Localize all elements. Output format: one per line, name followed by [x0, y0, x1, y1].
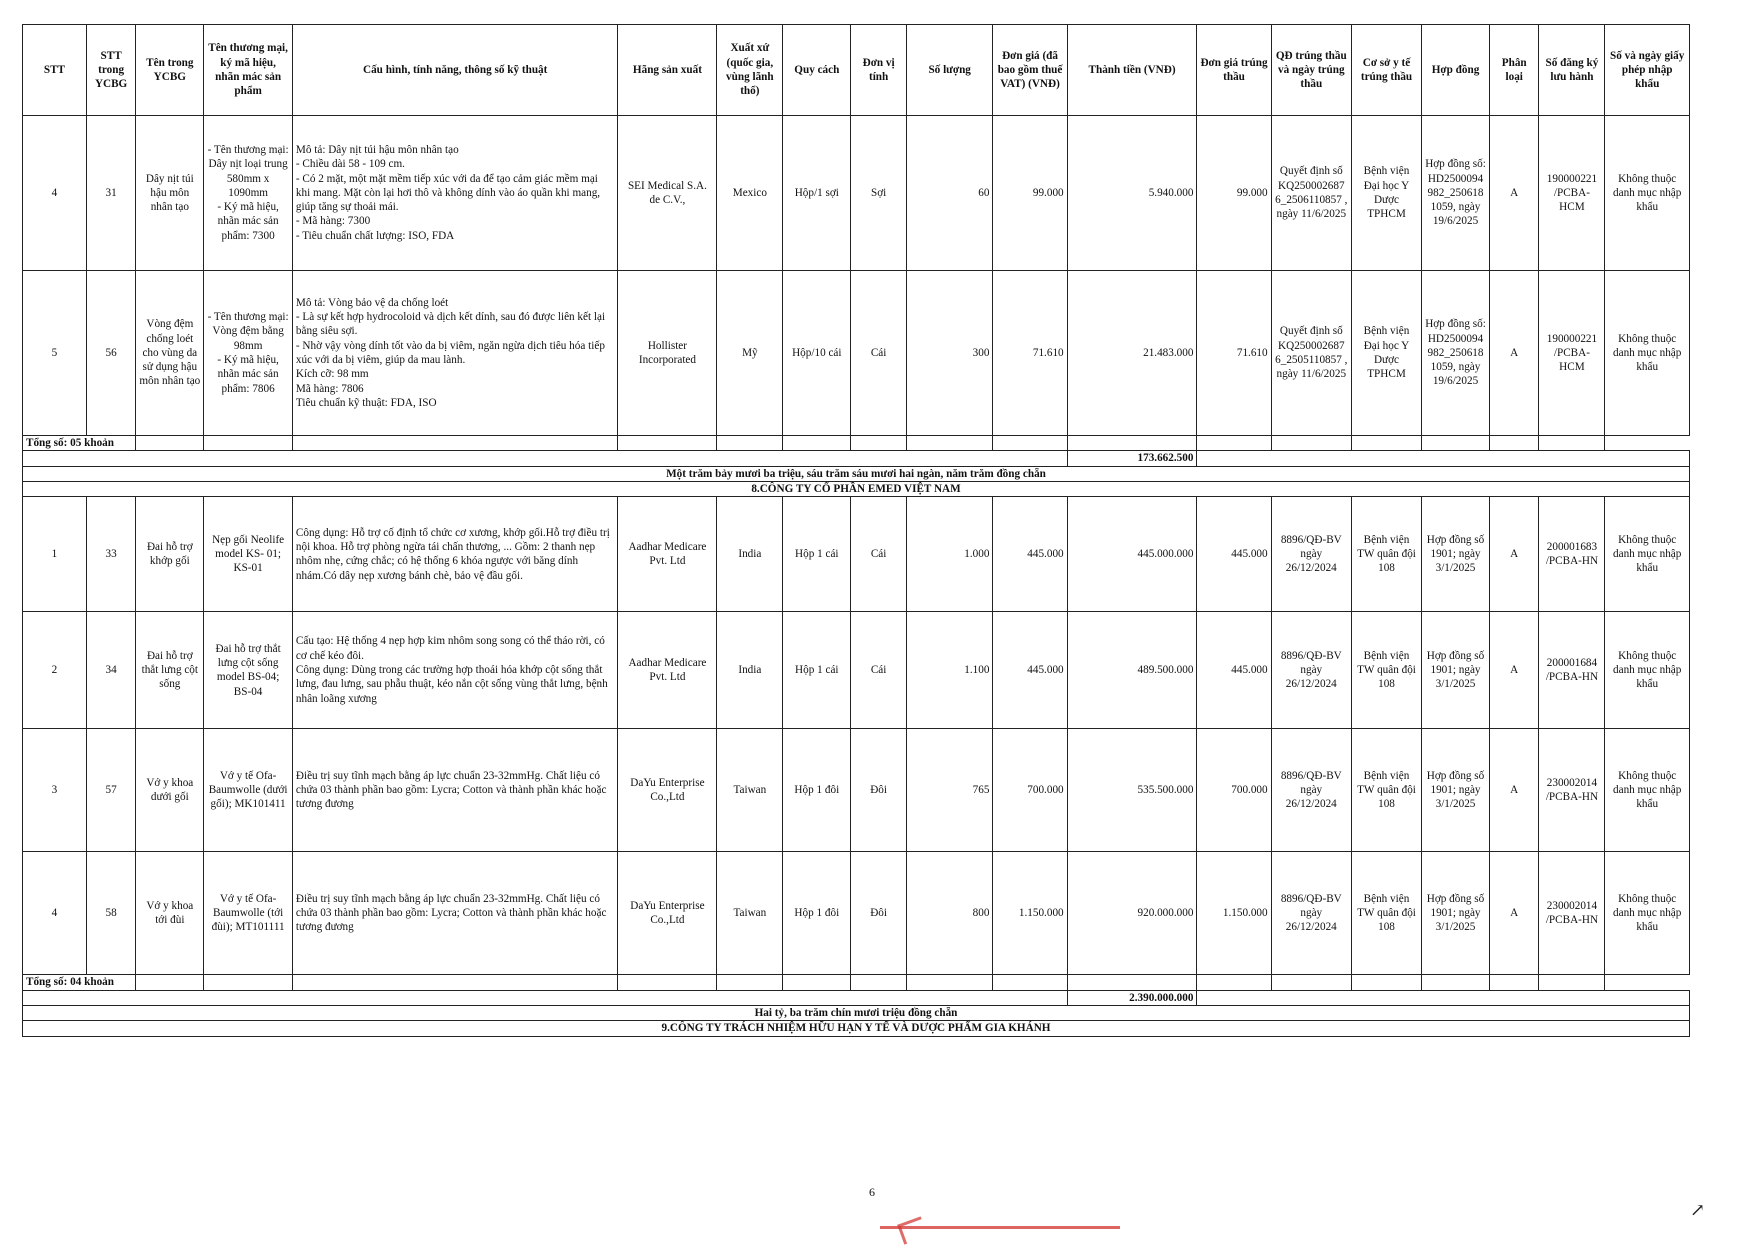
cell-cau-hinh: Điều trị suy tĩnh mạch bằng áp lực chuẩn 23-32mmHg. Chất liệu có chứa 03 thành phần bao gồm: Lycra; Cotton và thành phần khác hoặc tương đương — [292, 729, 618, 852]
empty-cell — [1351, 436, 1421, 451]
cell-co-so: Bệnh viện Đại học Y Dược TPHCM — [1351, 116, 1421, 271]
cell-cau-hinh: Điều trị suy tĩnh mạch bằng áp lực chuẩn 23-32mmHg. Chất liệu có chứa 03 thành phần bao gồm: Lycra; Cotton và thành phần khác hoặc tương đương — [292, 852, 618, 975]
cell-co-so: Bệnh viện TW quân đội 108 — [1351, 729, 1421, 852]
header-ten-ycbg: Tên trong YCBG — [136, 25, 204, 116]
cell-hop-dong: Hợp đồng số: HD2500094 982_250618 1059, ngày 19/6/2025 — [1422, 271, 1490, 436]
cell-thanh-tien: 445.000.000 — [1067, 497, 1197, 612]
header-xuat-xu: Xuất xứ (quốc gia, vùng lãnh thổ) — [717, 25, 783, 116]
cell-so-luong: 800 — [906, 852, 993, 975]
empty-cell — [204, 436, 293, 451]
cell-quy-cach: Hộp 1 cái — [783, 612, 851, 729]
cell-qd: 8896/QĐ-BV ngày 26/12/2024 — [1271, 497, 1351, 612]
cell-ten-ycbg: Đai hỗ trợ khớp gối — [136, 497, 204, 612]
empty-cell — [1197, 436, 1271, 451]
empty-cell — [783, 436, 851, 451]
cell-ten-thuong-mai: Nẹp gối Neolife model KS- 01; KS-01 — [204, 497, 293, 612]
cell-stt: 3 — [23, 729, 87, 852]
header-don-vi: Đơn vị tính — [851, 25, 907, 116]
cell-don-vi: Đôi — [851, 852, 907, 975]
empty-cell — [1197, 451, 1690, 466]
cell-phan-loai: A — [1490, 729, 1539, 852]
empty-cell — [851, 975, 907, 990]
empty-cell — [993, 436, 1067, 451]
cell-ten-ycbg: Dây nịt túi hậu môn nhân tạo — [136, 116, 204, 271]
empty-cell — [851, 436, 907, 451]
section-total: 173.662.500 — [1067, 451, 1197, 466]
corner-mark-icon: ↗ — [1690, 1200, 1706, 1220]
empty-cell — [1067, 436, 1197, 451]
cell-qd: 8896/QĐ-BV ngày 26/12/2024 — [1271, 612, 1351, 729]
empty-cell — [23, 990, 1068, 1005]
cell-ten-thuong-mai: Vớ y tế Ofa-Baumwolle (tới đùi); MT101111 — [204, 852, 293, 975]
section-total-text: Một trăm bảy mươi ba triệu, sáu trăm sáu mươi hai ngàn, năm trăm đồng chẵn — [23, 466, 1690, 481]
cell-giay-phep: Không thuộc danh mục nhập khẩu — [1605, 729, 1690, 852]
cell-hang-sx: Aadhar Medicare Pvt. Ltd — [618, 612, 717, 729]
cell-co-so: Bệnh viện TW quân đội 108 — [1351, 497, 1421, 612]
empty-cell — [906, 975, 993, 990]
cell-don-vi: Cái — [851, 271, 907, 436]
cell-ten-ycbg: Vớ y khoa tới đùi — [136, 852, 204, 975]
empty-cell — [1422, 975, 1490, 990]
cell-stt: 1 — [23, 497, 87, 612]
section-total-text-row — [23, 1005, 1690, 1020]
cell-quy-cach: Hộp 1 đôi — [783, 729, 851, 852]
empty-cell — [618, 436, 717, 451]
section-title: 9.CÔNG TY TRÁCH NHIỆM HỮU HẠN Y TẾ VÀ DƯỢC PHẨM GIA KHÁNH — [23, 1021, 1690, 1036]
table-row — [23, 612, 1690, 729]
cell-so-dang-ky: 190000221 /PCBA-HCM — [1539, 116, 1605, 271]
cell-stt: 2 — [23, 612, 87, 729]
cell-ten-thuong-mai: Đai hỗ trợ thắt lưng cột sống model BS-04; BS-04 — [204, 612, 293, 729]
cell-hang-sx: SEI Medical S.A. de C.V., — [618, 116, 717, 271]
page-number: 6 — [869, 1185, 875, 1199]
section-total-row — [23, 451, 1690, 466]
table-row — [23, 729, 1690, 852]
header-hang-sx: Hãng sản xuất — [618, 25, 717, 116]
header-giay-phep: Số và ngày giấy phép nhập khẩu — [1605, 25, 1690, 116]
cell-don-vi: Cái — [851, 612, 907, 729]
cell-stt: 5 — [23, 271, 87, 436]
cell-so-dang-ky: 200001684 /PCBA-HN — [1539, 612, 1605, 729]
cell-ten-thuong-mai: - Tên thương mại: Vòng đệm bằng 98mm - Ký mã hiệu, nhãn mác sản phẩm: 7806 — [204, 271, 293, 436]
section-count-row — [23, 975, 1690, 990]
cell-co-so: Bệnh viện TW quân đội 108 — [1351, 612, 1421, 729]
cell-cau-hinh: Công dụng: Hỗ trợ cố định tổ chức cơ xương, khớp gối.Hỗ trợ điều trị nội khoa. Hỗ trợ phòng ngừa tái chấn thương, ... Gồm: 2 thanh nẹp nhôm nhẹ, cứng chắc; có hệ thống 6 khóa ngược với băng dính nhám.Có dây nẹp xương bánh chè, bảo vệ đầu gối. — [292, 497, 618, 612]
cell-xuat-xu: Mỹ — [717, 271, 783, 436]
cell-so-luong: 1.100 — [906, 612, 993, 729]
cell-so-luong: 60 — [906, 116, 993, 271]
cell-giay-phep: Không thuộc danh mục nhập khẩu — [1605, 612, 1690, 729]
section-count: Tổng số: 05 khoản — [23, 436, 136, 451]
empty-cell — [717, 436, 783, 451]
cell-hang-sx: Aadhar Medicare Pvt. Ltd — [618, 497, 717, 612]
header-don-gia-trung-thau: Đơn giá trúng thầu — [1197, 25, 1271, 116]
cell-hop-dong: Hợp đồng số 1901; ngày 3/1/2025 — [1422, 852, 1490, 975]
header-cau-hinh: Cấu hình, tính năng, thông số kỹ thuật — [292, 25, 618, 116]
empty-cell — [1490, 975, 1539, 990]
empty-cell — [1197, 990, 1690, 1005]
cell-so-dang-ky: 230002014 /PCBA-HN — [1539, 852, 1605, 975]
empty-cell — [1351, 975, 1421, 990]
cell-don-gia: 445.000 — [993, 497, 1067, 612]
empty-cell — [717, 975, 783, 990]
empty-cell — [1271, 436, 1351, 451]
cell-giay-phep: Không thuộc danh mục nhập khẩu — [1605, 116, 1690, 271]
empty-cell — [136, 436, 204, 451]
table-row — [23, 116, 1690, 271]
cell-cau-hinh: Mô tả: Dây nịt túi hậu môn nhân tạo - Chiều dài 58 - 109 cm. - Có 2 mặt, một mặt mềm tiếp xúc với da để tạo cảm giác mềm mại khi mang. Mặt còn lại hơi thô và không dính vào áo quần khi mang, giúp tăng sự thoải mái. - Mã hàng: 7300 - Tiêu chuẩn chất lượng: ISO, FDA — [292, 116, 618, 271]
cell-so-luong: 765 — [906, 729, 993, 852]
empty-cell — [618, 975, 717, 990]
header-stt-ycbg: STT trong YCBG — [86, 25, 135, 116]
cell-don-gia-trung-thau: 445.000 — [1197, 497, 1271, 612]
cell-co-so: Bệnh viện TW quân đội 108 — [1351, 852, 1421, 975]
empty-cell — [292, 975, 618, 990]
cell-xuat-xu: India — [717, 612, 783, 729]
header-hop-dong: Hợp đồng — [1422, 25, 1490, 116]
cell-so-dang-ky: 200001683 /PCBA-HN — [1539, 497, 1605, 612]
table-row — [23, 852, 1690, 975]
cell-so-dang-ky: 190000221 /PCBA-HCM — [1539, 271, 1605, 436]
cell-qd: Quyết định số KQ250002687 6_2505110857 , ngày 11/6/2025 — [1271, 271, 1351, 436]
document-sheet — [22, 24, 1690, 1037]
cell-don-gia: 71.610 — [993, 271, 1067, 436]
cell-don-gia: 445.000 — [993, 612, 1067, 729]
cell-don-gia-trung-thau: 71.610 — [1197, 271, 1271, 436]
cell-hop-dong: Hợp đồng số 1901; ngày 3/1/2025 — [1422, 612, 1490, 729]
empty-cell — [23, 451, 1068, 466]
cell-xuat-xu: Taiwan — [717, 729, 783, 852]
header-qd-trung-thau: QĐ trúng thầu và ngày trúng thầu — [1271, 25, 1351, 116]
empty-cell — [1067, 975, 1197, 990]
cell-phan-loai: A — [1490, 271, 1539, 436]
cell-giay-phep: Không thuộc danh mục nhập khẩu — [1605, 497, 1690, 612]
cell-phan-loai: A — [1490, 497, 1539, 612]
cell-stt-ycbg: 57 — [86, 729, 135, 852]
cell-xuat-xu: Taiwan — [717, 852, 783, 975]
cell-thanh-tien: 489.500.000 — [1067, 612, 1197, 729]
cell-don-vi: Đôi — [851, 729, 907, 852]
section-count-row — [23, 436, 1690, 451]
cell-so-luong: 300 — [906, 271, 993, 436]
cell-hop-dong: Hợp đồng số: HD2500094 982_250618 1059, ngày 19/6/2025 — [1422, 116, 1490, 271]
cell-thanh-tien: 5.940.000 — [1067, 116, 1197, 271]
cell-don-vi: Sợi — [851, 116, 907, 271]
empty-cell — [1197, 975, 1271, 990]
cell-don-gia-trung-thau: 99.000 — [1197, 116, 1271, 271]
empty-cell — [136, 975, 204, 990]
cell-xuat-xu: India — [717, 497, 783, 612]
section-total-text: Hai tỷ, ba trăm chín mươi triệu đồng chẵn — [23, 1005, 1690, 1020]
cell-xuat-xu: Mexico — [717, 116, 783, 271]
section-total: 2.390.000.000 — [1067, 990, 1197, 1005]
cell-stt-ycbg: 58 — [86, 852, 135, 975]
cell-quy-cach: Hộp/10 cái — [783, 271, 851, 436]
header-quy-cach: Quy cách — [783, 25, 851, 116]
cell-phan-loai: A — [1490, 852, 1539, 975]
empty-cell — [1422, 436, 1490, 451]
cell-don-gia-trung-thau: 700.000 — [1197, 729, 1271, 852]
cell-giay-phep: Không thuộc danh mục nhập khẩu — [1605, 852, 1690, 975]
cell-cau-hinh: Cấu tạo: Hệ thống 4 nẹp hợp kim nhôm song song có thể tháo rời, có cơ chế kéo đôi. Công dụng: Dùng trong các trường hợp thoái hóa khớp cột sống thắt lưng, đau lưng, sau phẫu thuật, kéo nắn cột sống vùng thắt lưng, bệnh nhân loãng xương — [292, 612, 618, 729]
cell-ten-thuong-mai: - Tên thương mại: Dây nịt loại trung 580mm x 1090mm - Ký mã hiệu, nhãn mác sản phẩm: 7300 — [204, 116, 293, 271]
cell-qd: Quyết định số KQ250002687 6_2506110857 , ngày 11/6/2025 — [1271, 116, 1351, 271]
cell-qd: 8896/QĐ-BV ngày 26/12/2024 — [1271, 852, 1351, 975]
header-row — [23, 25, 1690, 116]
empty-cell — [783, 975, 851, 990]
empty-cell — [1539, 436, 1605, 451]
section-title-row — [23, 1021, 1690, 1036]
header-phan-loai: Phân loại — [1490, 25, 1539, 116]
cell-don-gia: 99.000 — [993, 116, 1067, 271]
header-thanh-tien: Thành tiền (VNĐ) — [1067, 25, 1197, 116]
cell-thanh-tien: 21.483.000 — [1067, 271, 1197, 436]
cell-don-gia: 1.150.000 — [993, 852, 1067, 975]
cell-don-gia-trung-thau: 445.000 — [1197, 612, 1271, 729]
cell-ten-ycbg: Vớ y khoa dưới gối — [136, 729, 204, 852]
empty-cell — [906, 436, 993, 451]
cell-hang-sx: DaYu Enterprise Co.,Ltd — [618, 852, 717, 975]
cell-stt-ycbg: 34 — [86, 612, 135, 729]
cell-qd: 8896/QĐ-BV ngày 26/12/2024 — [1271, 729, 1351, 852]
table-row — [23, 497, 1690, 612]
cell-don-gia: 700.000 — [993, 729, 1067, 852]
cell-quy-cach: Hộp 1 cái — [783, 497, 851, 612]
empty-cell — [993, 975, 1067, 990]
table-row — [23, 271, 1690, 436]
header-co-so: Cơ sở y tế trúng thầu — [1351, 25, 1421, 116]
procurement-table — [22, 24, 1690, 1037]
header-so-dang-ky: Số đăng ký lưu hành — [1539, 25, 1605, 116]
cell-stt-ycbg: 56 — [86, 271, 135, 436]
cell-hop-dong: Hợp đồng số 1901; ngày 3/1/2025 — [1422, 497, 1490, 612]
cell-ten-ycbg: Vòng đệm chống loét cho vùng da sử dụng hậu môn nhân tạo — [136, 271, 204, 436]
section-total-text-row — [23, 466, 1690, 481]
empty-cell — [292, 436, 618, 451]
cell-phan-loai: A — [1490, 116, 1539, 271]
header-stt: STT — [23, 25, 87, 116]
empty-cell — [1271, 975, 1351, 990]
section-count: Tổng số: 04 khoản — [23, 975, 136, 990]
cell-cau-hinh: Mô tả: Vòng bảo vệ da chống loét - Là sự kết hợp hydrocoloid và dịch kết dính, sau đó được liên kết lại bằng siêu sợi. - Nhờ vậy vòng dính tốt vào da bị viêm, ngăn ngừa dịch tiêu hóa tiếp xúc với da bị viêm, giúp da mau lành. Kích cỡ: 98 mm Mã hàng: 7806 Tiêu chuẩn kỹ thuật: FDA, ISO — [292, 271, 618, 436]
cell-hop-dong: Hợp đồng số 1901; ngày 3/1/2025 — [1422, 729, 1490, 852]
cell-stt-ycbg: 31 — [86, 116, 135, 271]
cell-phan-loai: A — [1490, 612, 1539, 729]
cell-quy-cach: Hộp/1 sợi — [783, 116, 851, 271]
cell-hang-sx: DaYu Enterprise Co.,Ltd — [618, 729, 717, 852]
cell-stt-ycbg: 33 — [86, 497, 135, 612]
cell-thanh-tien: 535.500.000 — [1067, 729, 1197, 852]
cell-stt: 4 — [23, 852, 87, 975]
cell-quy-cach: Hộp 1 đôi — [783, 852, 851, 975]
header-don-gia: Đơn giá (đã bao gồm thuế VAT) (VNĐ) — [993, 25, 1067, 116]
cell-giay-phep: Không thuộc danh mục nhập khẩu — [1605, 271, 1690, 436]
section-total-row — [23, 990, 1690, 1005]
cell-don-vi: Cái — [851, 497, 907, 612]
empty-cell — [204, 975, 293, 990]
cell-hang-sx: Hollister Incorporated — [618, 271, 717, 436]
cell-thanh-tien: 920.000.000 — [1067, 852, 1197, 975]
header-so-luong: Số lượng — [906, 25, 993, 116]
empty-cell — [1490, 436, 1539, 451]
cell-ten-ycbg: Đai hỗ trợ thắt lưng cột sống — [136, 612, 204, 729]
empty-cell — [1539, 975, 1605, 990]
section-title: 8.CÔNG TY CỔ PHẦN EMED VIỆT NAM — [23, 481, 1690, 496]
cell-ten-thuong-mai: Vớ y tế Ofa-Baumwolle (dưới gối); MK101411 — [204, 729, 293, 852]
cell-co-so: Bệnh viện Đại học Y Dược TPHCM — [1351, 271, 1421, 436]
cell-so-luong: 1.000 — [906, 497, 993, 612]
cell-stt: 4 — [23, 116, 87, 271]
header-ten-thuong-mai: Tên thương mại, ký mã hiệu, nhãn mác sản phẩm — [204, 25, 293, 116]
cell-don-gia-trung-thau: 1.150.000 — [1197, 852, 1271, 975]
cell-so-dang-ky: 230002014 /PCBA-HN — [1539, 729, 1605, 852]
section-title-row — [23, 481, 1690, 496]
